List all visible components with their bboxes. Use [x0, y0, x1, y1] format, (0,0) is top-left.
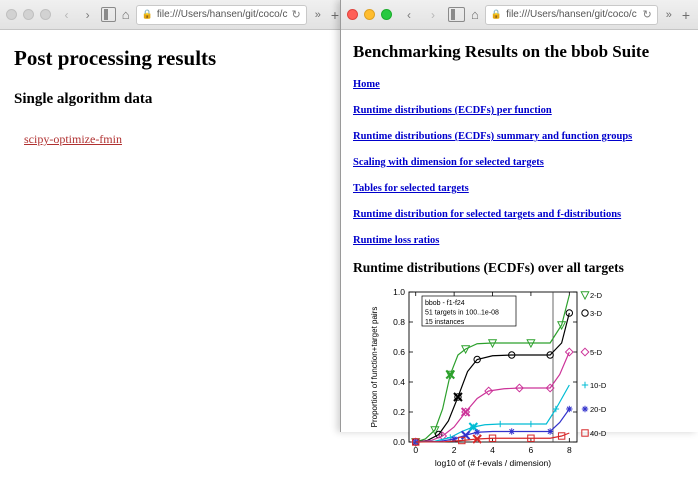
lock-icon: 🔒 [141, 9, 153, 19]
new-tab-button[interactable]: + [330, 6, 339, 23]
new-tab-button[interactable]: + [681, 6, 690, 23]
svg-text:0.4: 0.4 [393, 377, 405, 387]
svg-text:4: 4 [490, 445, 495, 455]
svg-text:20-D: 20-D [590, 405, 607, 414]
back-button[interactable]: ‹ [64, 7, 69, 22]
browser-window-front[interactable] [340, 0, 698, 468]
forward-button[interactable]: › [85, 7, 90, 22]
link-scipy-optimize-fmin[interactable]: scipy-optimize-fmin [24, 132, 122, 146]
svg-text:Proportion of function+target: Proportion of function+target pairs [370, 306, 379, 428]
svg-text:15 instances: 15 instances [425, 319, 465, 326]
overflow-menu-icon[interactable]: » [314, 8, 321, 21]
back-traffic-lights[interactable] [6, 9, 51, 20]
home-icon[interactable]: ⌂ [121, 7, 130, 22]
svg-text:2: 2 [451, 445, 457, 455]
svg-text:0.6: 0.6 [393, 347, 405, 357]
address-bar-back[interactable] [136, 5, 307, 25]
front-page-content [341, 30, 698, 468]
close-window-button[interactable] [347, 9, 358, 20]
svg-text:51 targets in 100..1e-08: 51 targets in 100..1e-08 [425, 309, 499, 317]
back-window-toolbar[interactable] [0, 0, 347, 30]
zoom-window-button[interactable] [40, 9, 51, 20]
browser-window-back[interactable] [0, 0, 348, 432]
svg-text:0.2: 0.2 [393, 407, 405, 417]
reload-icon[interactable]: ↻ [642, 9, 652, 21]
list-item [353, 126, 688, 144]
list-item [353, 100, 688, 118]
svg-text:40-D: 40-D [590, 429, 607, 438]
svg-text:6: 6 [528, 445, 534, 455]
sidebar-icon[interactable] [101, 7, 116, 22]
svg-text:5-D: 5-D [590, 348, 603, 357]
address-bar-url: file:///Users/hansen/git/coco/c [506, 9, 637, 20]
link-ecdf-summary[interactable]: Runtime distributions (ECDFs) summary and function groups [353, 131, 633, 142]
forward-button[interactable]: › [431, 7, 435, 22]
page-title: Post processing results [14, 46, 217, 70]
link-runtime-loss-ratios[interactable]: Runtime loss ratios [353, 235, 440, 246]
address-bar-url: file:///Users/hansen/git/coco/c [156, 9, 288, 20]
section-heading-ecdf: Runtime distributions (ECDFs) over all targets [353, 260, 624, 275]
front-traffic-lights[interactable] [347, 9, 392, 20]
back-page-content [0, 30, 347, 432]
svg-text:2-D: 2-D [590, 291, 603, 300]
svg-text:3-D: 3-D [590, 309, 603, 318]
link-tables-selected-targets[interactable]: Tables for selected targets [353, 183, 469, 194]
link-runtime-distribution-fdist[interactable]: Runtime distribution for selected targets and f-distributions [353, 209, 622, 220]
sidebar-icon[interactable] [448, 7, 465, 22]
overflow-menu-icon[interactable]: » [665, 8, 672, 21]
navigation-link-list [353, 74, 688, 248]
svg-text:0.0: 0.0 [393, 437, 405, 447]
close-window-button[interactable] [6, 9, 17, 20]
svg-text:bbob - f1-f24: bbob - f1-f24 [425, 300, 465, 307]
list-item [353, 152, 688, 170]
svg-text:log10 of (# f-evals / dimensio: log10 of (# f-evals / dimension) [434, 458, 552, 468]
minimize-window-button[interactable] [23, 9, 34, 20]
address-bar-front[interactable] [485, 5, 658, 25]
svg-text:0.8: 0.8 [393, 317, 405, 327]
minimize-window-button[interactable] [364, 9, 375, 20]
svg-text:8: 8 [566, 445, 572, 455]
home-icon[interactable]: ⌂ [471, 7, 479, 22]
list-item [353, 178, 688, 196]
ecdf-chart [365, 284, 615, 479]
page-title: Benchmarking Results on the bbob Suite [353, 42, 650, 61]
front-window-toolbar[interactable] [341, 0, 698, 30]
svg-text:10-D: 10-D [590, 381, 607, 390]
zoom-window-button[interactable] [381, 9, 392, 20]
svg-text:0: 0 [413, 445, 419, 455]
list-item [353, 74, 688, 92]
link-home[interactable]: Home [353, 79, 380, 90]
link-scaling-dimension[interactable]: Scaling with dimension for selected targets [353, 157, 544, 168]
section-heading: Single algorithm data [14, 91, 153, 107]
lock-icon: 🔒 [490, 9, 503, 19]
reload-icon[interactable]: ↻ [291, 9, 301, 21]
list-item [353, 204, 688, 222]
svg-text:1.0: 1.0 [393, 287, 405, 297]
back-button[interactable]: ‹ [407, 7, 411, 22]
list-item [353, 230, 688, 248]
link-ecdf-per-function[interactable]: Runtime distributions (ECDFs) per function [353, 105, 552, 116]
ecdf-chart-svg [365, 284, 615, 479]
